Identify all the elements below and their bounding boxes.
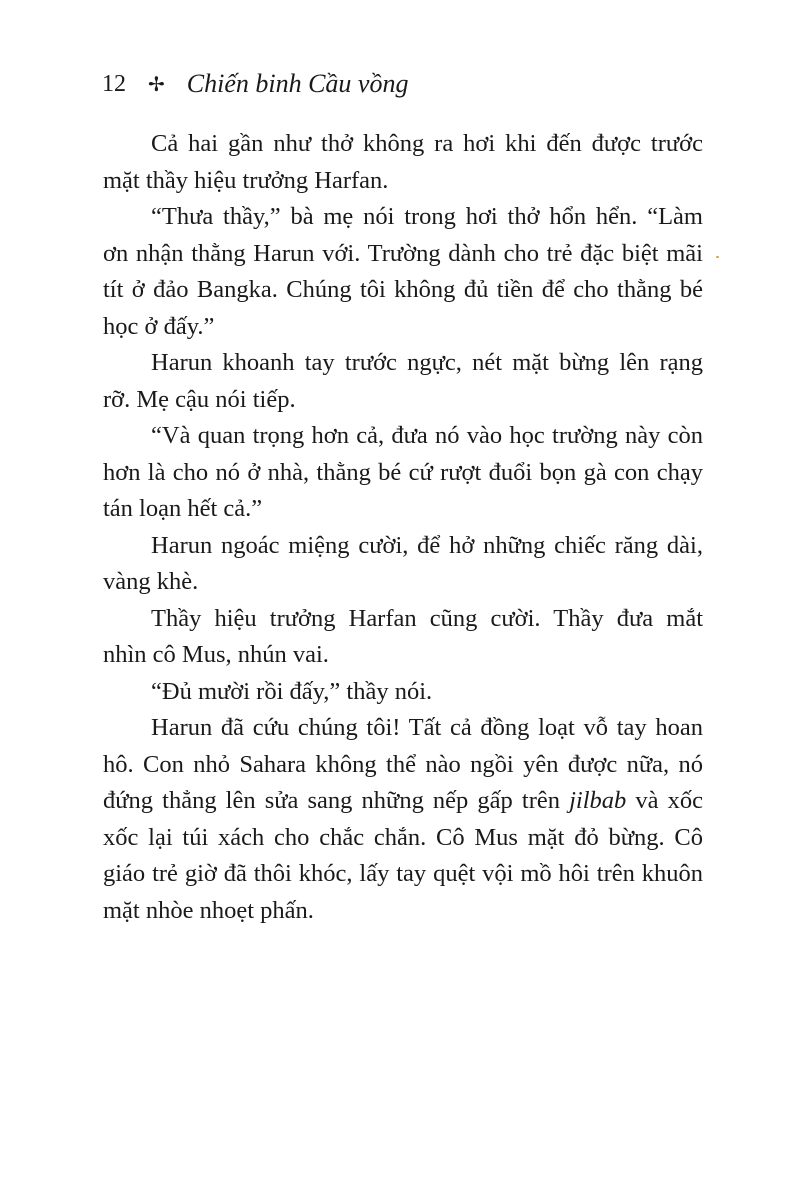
running-title: Chiến binh Cầu vồng xyxy=(186,69,409,98)
body-text xyxy=(103,126,703,929)
dagger-ornament-icon: ✢ xyxy=(148,73,165,96)
text-line: “Và quan trọng hơn cả, đưa nó vào học trường này còn xyxy=(151,422,703,449)
page-number: 12 xyxy=(102,70,126,97)
text-line: học ở đấy.” xyxy=(103,312,215,340)
text-line xyxy=(103,783,703,820)
text-line: hơn là cho nó ở nhà, thằng bé cứ rượt đuổi bọn gà con chạy xyxy=(103,458,703,486)
text-line: “Thưa thầy,” bà mẹ nói trong hơi thở hổn hển. “Làm xyxy=(151,203,703,230)
running-header xyxy=(102,64,408,104)
text-line: Cả hai gần như thở không ra hơi khi đến được trước xyxy=(151,130,703,157)
text-line: Harun ngoác miệng cười, để hở những chiếc răng dài, xyxy=(151,531,703,559)
text-line: xốc lại túi xách cho chắc chắn. Cô Mus mặt đỏ bừng. Cô xyxy=(103,823,703,851)
paper-speck xyxy=(716,256,719,258)
text-line: Harun đã cứu chúng tôi! Tất cả đồng loạt vỗ tay hoan xyxy=(151,714,703,741)
text-line: giáo trẻ giờ đã thôi khóc, lấy tay quệt vội mồ hôi trên khuôn xyxy=(103,860,703,887)
text-line: tán loạn hết cả.” xyxy=(103,495,263,522)
text-segment: và xốc xyxy=(635,787,704,814)
text-line: rỡ. Mẹ cậu nói tiếp. xyxy=(103,385,296,413)
text-line: ơn nhận thằng Harun với. Trường dành cho trẻ đặc biệt mãi xyxy=(103,239,703,267)
text-line: mặt thầy hiệu trưởng Harfan. xyxy=(103,166,389,194)
text-line: “Đủ mười rồi đấy,” thầy nói. xyxy=(151,677,433,705)
text-line: Harun khoanh tay trước ngực, nét mặt bừng lên rạng xyxy=(151,349,703,376)
text-segment: đứng thẳng lên sửa sang những nếp gấp trên xyxy=(103,787,560,814)
text-line: nhìn cô Mus, nhún vai. xyxy=(103,641,329,668)
text-line: tít ở đảo Bangka. Chúng tôi không đủ tiền để cho thằng bé xyxy=(103,276,703,303)
text-line: mặt nhòe nhoẹt phấn. xyxy=(103,896,314,924)
text-line: hô. Con nhỏ Sahara không thể nào ngồi yên được nữa, nó xyxy=(103,750,703,778)
italic-term: jilbab xyxy=(569,787,627,814)
text-line: Thầy hiệu trưởng Harfan cũng cười. Thầy đưa mắt xyxy=(151,604,703,632)
text-line: vàng khè. xyxy=(103,568,199,595)
